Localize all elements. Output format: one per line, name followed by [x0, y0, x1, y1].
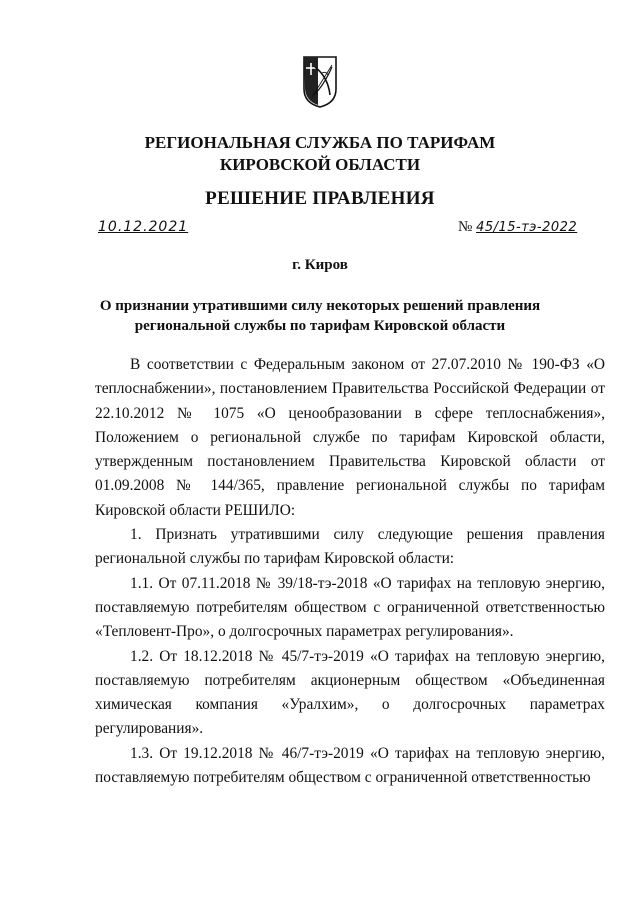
document-title: [0, 296, 640, 336]
organization-line-2: КИРОВСКОЙ ОБЛАСТИ: [219, 155, 421, 174]
organization-name: [0, 132, 640, 176]
paragraph-item-1-1: 1.1. От 07.11.2018 № 39/18-тэ-2018 «О тарифах на тепловую энергию, поставляемую потребителям обществом с ограниченной ответственностью «Тепловент-Про», о долгосрочных параметрах регулирования».: [95, 574, 605, 641]
paragraph-item-1-2: 1.2. От 18.12.2018 № 45/7-тэ-2019 «О тарифах на тепловую энергию, поставляемую потребителям акционерным обществом «Объединенная химическая компания «Уралхим», о долгосрочных параметрах регулирования».: [95, 647, 605, 738]
paragraph-item-1-3: 1.3. От 19.12.2018 № 46/7-тэ-2019 «О тарифах на тепловую энергию, поставляемую потребителям обществом с ограниченной ответственностью: [95, 744, 605, 787]
document-date: 10.12.2021: [98, 219, 189, 235]
number-sign: №: [458, 219, 473, 235]
paragraph-item-1: 1. Признать утратившими силу следующие решения правления региональной службы по тарифам Кировской области:: [95, 526, 605, 568]
paragraph-preamble: В соответствии с Федеральным законом от 27.07.2010 № 190-ФЗ «О теплоснабжении», постановлением Правительства Российской Федерации от 22.10.2012 № 1075 «О ценообразовании в сфере теплоснабжения», Положением о региональной службе по тарифам Кировской области, утвержденным постановлением Правительства Кировской области от 01.09.2008 № 144/365, правление региональной службы по тарифам Кировской области РЕШИЛО:: [95, 356, 605, 519]
document-number-value: 45/15-тэ-2022: [476, 220, 578, 235]
document-body: [95, 353, 605, 790]
document-number: [458, 219, 608, 236]
document-type: РЕШЕНИЕ ПРАВЛЕНИЯ: [205, 188, 435, 209]
title-line-2: региональной службы по тарифам Кировской области: [134, 318, 506, 334]
city: г. Киров: [292, 257, 348, 273]
coat-of-arms-icon: [302, 55, 338, 109]
title-line-1: О признании утратившими силу некоторых решений правления: [99, 298, 541, 314]
organization-line-1: РЕГИОНАЛЬНАЯ СЛУЖБА ПО ТАРИФАМ: [144, 133, 496, 152]
